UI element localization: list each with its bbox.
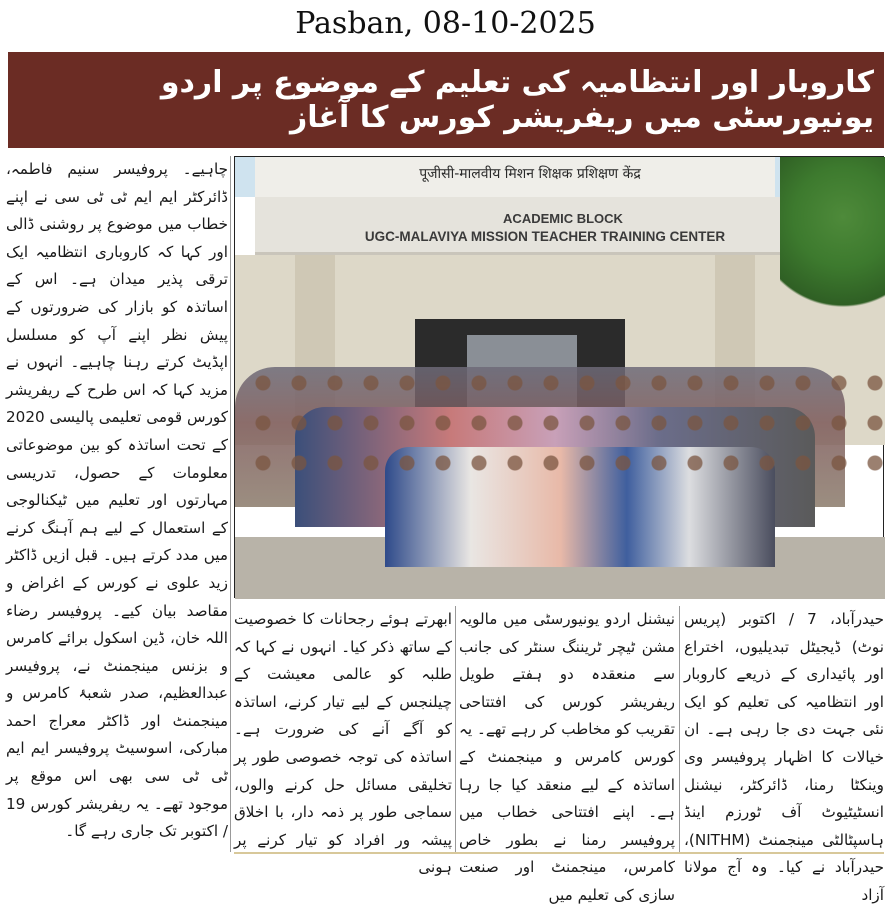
- column-divider: [455, 606, 456, 852]
- article-column-left: چاہیے۔ پروفیسر سنیم فاطمہ، ڈائرکٹر ایم ایم ٹی ٹی سی نے اپنے خطاب میں موضوع پر روشنی ڈالی اور کہا کہ کاروباری انتظامیہ ایک ترقی پذیر میدان ہے۔ اس کے اساتذہ کو بازار کی ضرورتوں کے پیش نظر اپنے آپ کو مسلسل اپڈیٹ کرتے رہنا چاہیے۔ انہوں نے مزید کہا کہ اس طرح کے ریفریشر کورس قومی تعلیمی پالیسی 2020 کے تحت اساتذہ کو بین موضوعاتی معلومات کے حصول، تدریسی مہارتوں اور تعلیم میں ٹیکنالوجی کے استعمال کے لیے ہم آہنگ کرنے میں مدد کرتے ہیں۔ قبل ازیں ڈاکٹر زید علوی نے کورس کے اغراض و مقاصد بیان کیے۔ پروفیسر رضاء اللہ خان، ڈین اسکول برائے کامرس و بزنس مینجمنٹ نے، پروفیسر عبدالعظیم، صدر شعبۂ کامرس و مینجمنٹ اور ڈاکٹر معراج احمد مبارکی، اسوسیٹ پروفیسر ایم ایم ٹی ٹی سی بھی اس موقع پر موجود تھے۔ یہ ریفریشر کورس 19 / اکتوبر تک جاری رہے گا۔: [6, 160, 228, 841]
- article-column-bottom-middle: نیشنل اردو یونیورسٹی میں مالویہ مشن ٹیچر ٹریننگ سنٹر کی جانب سے منعقدہ دو ہفتے طویل ریفریشر کورس کی افتتاحی تقریب کو مخاطب کر رہے تھے۔ یہ کورس کامرس و مینجمنٹ کے اساتذہ کے لیے منعقد کیا جا رہا ہے۔ اپنے افتتاحی خطاب میں پروفیسر رمنا نے بطور خاص کامرس، مینجمنٹ اور صنعت سازی کی تعلیم میں: [459, 610, 675, 904]
- article-column-bottom-right: حیدرآباد، 7 / اکتوبر (پریس نوٹ) ڈیجیٹل تبدیلیوں، اختراع اور پائیداری کے ذریعے کاروبار اور انتظامیہ کی تعلیم کو ایک نئی جہت دی جا رہی ہے۔ ان خیالات کا اظہار پروفیسر وی وینکٹا رمنا، ڈائرکٹر، نیشنل انسٹیٹیوٹ آف ٹورزم اینڈ ہاسپٹالٹی مینجمنٹ (NITHM)، حیدرآباد نے کیا۔ وہ آج مولانا آزاد: [684, 610, 884, 904]
- headline-text: کاروبار اور انتظامیہ کی تعلیم کے موضوع پر اردو یونیورسٹی میں ریفریشر کورس کا آغاز: [160, 65, 874, 135]
- photo-sign-center-name: UGC-MALAVIYA MISSION TEACHER TRAINING CENTER: [364, 229, 726, 244]
- group-photo: [234, 156, 884, 598]
- photo-tree: [780, 157, 885, 307]
- photo-sign-hindi: पूजीसी-मालवीय मिशन शिक्षक प्रशिक्षण केंद्र: [419, 166, 641, 182]
- column-divider: [679, 606, 680, 852]
- column-divider: [230, 156, 231, 852]
- bottom-rule: [234, 852, 884, 854]
- headline-banner: [8, 52, 884, 148]
- masthead-date: Pasban, 08-10-2025: [295, 6, 596, 41]
- article-column-bottom-left: ابھرتے ہوئے رجحانات کا خصوصیت کے ساتھ ذکر کیا۔ انہوں نے کہا کہ طلبہ کو عالمی معیشت کے چیلنجس کے لیے تیار کرنے، اساتذہ کو آگے آنے کی ضرورت ہے۔ اساتذہ کی توجہ خصوصی طور پر تخلیقی مسائل حل کرنے والوں، سماجی طور پر ذمہ دار، با اخلاق پیشہ ور افراد کو تیار کرنے پر ہونی: [234, 610, 452, 877]
- photo-faces: [235, 357, 885, 477]
- photo-sign-academic-block: ACADEMIC BLOCK: [503, 211, 623, 226]
